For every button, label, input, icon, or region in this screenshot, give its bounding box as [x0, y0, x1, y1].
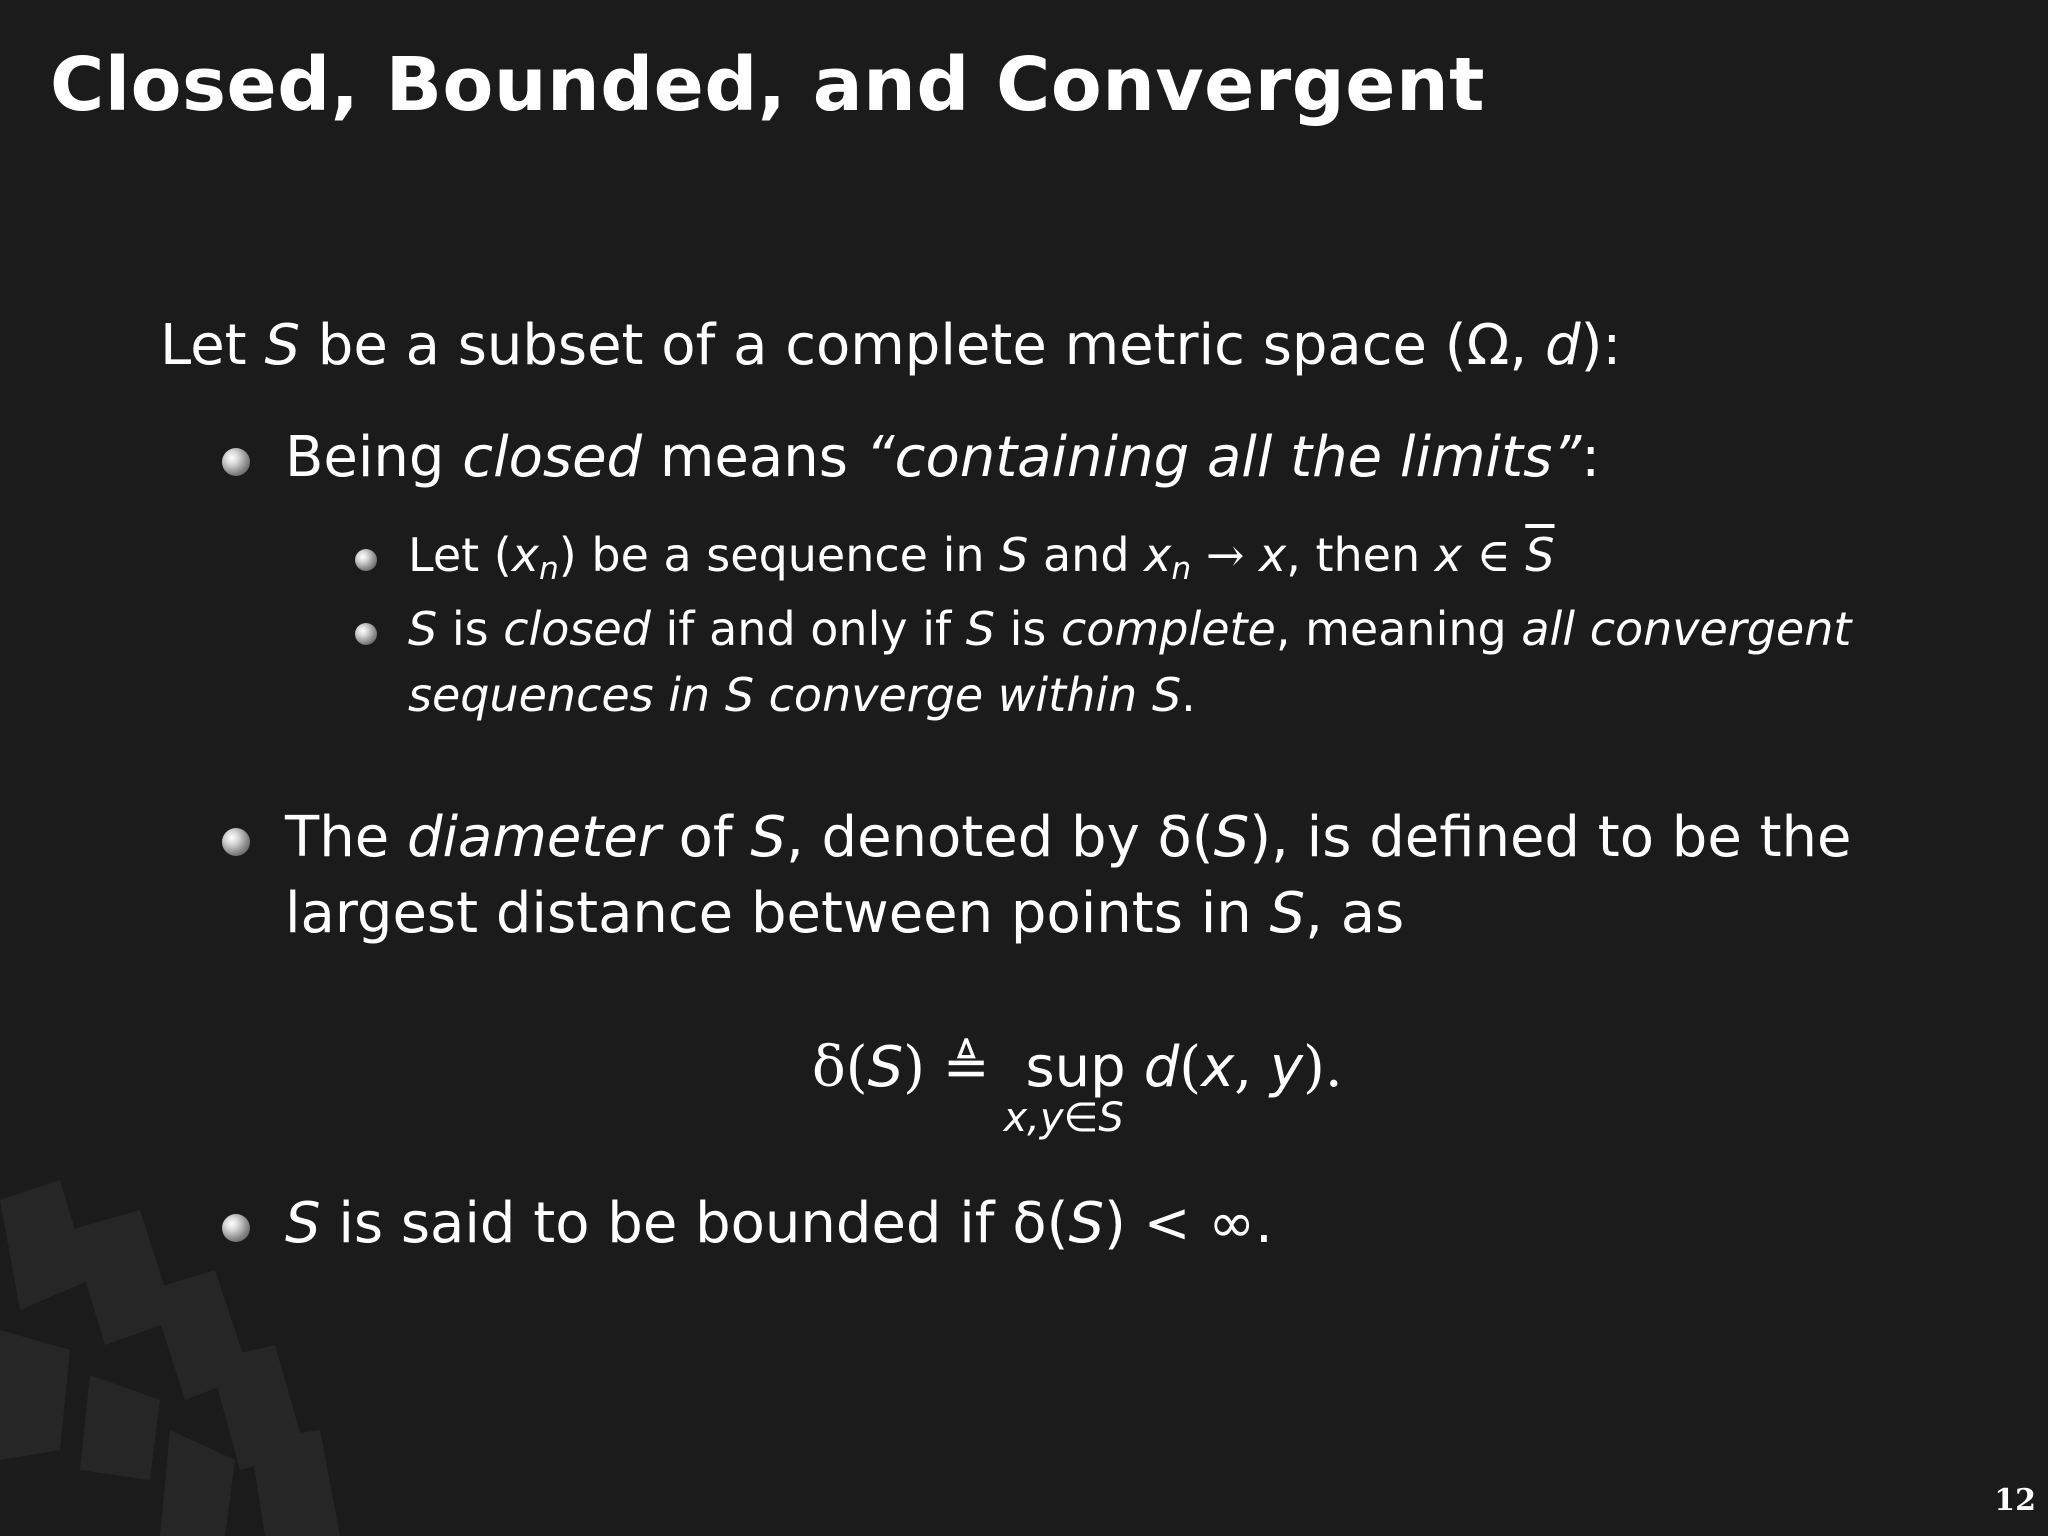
bullet-icon: [222, 1214, 250, 1242]
intro-line: Let S be a subset of a complete metric space (Ω, d):: [160, 313, 1622, 378]
bullet-closed: Being closed means “containing all the limits”:: [285, 425, 1601, 490]
bullet-icon: [222, 448, 250, 476]
diameter-formula: δ(S) ≜ sup x,y∈S d(x, y).: [812, 1030, 1343, 1106]
sub-bullet-icon: [355, 623, 377, 645]
sup-subscript: x,y∈S: [1003, 1095, 1124, 1141]
bullet-bounded: S is said to be bounded if δ(S) < ∞.: [285, 1191, 1273, 1256]
bullet-diameter: The diameter of S, denoted by δ(S), is defined to be the: [285, 805, 1852, 870]
page-number: 12: [1994, 1483, 2036, 1518]
bullet-icon: [222, 828, 250, 856]
sub-bullet-complete: S is closed if and only if S is complete, meaning all convergent: [408, 602, 1852, 656]
sub-bullet-complete-cont: sequences in S converge within S.: [408, 668, 1196, 722]
slide-title: Closed, Bounded, and Convergent: [50, 42, 1486, 128]
bullet-diameter-cont: largest distance between points in S, as: [285, 881, 1405, 946]
sub-bullet-limit: Let $(x_n)$ be a sequence in S and $x_n \to x$, then x ∈ $\overline{S}$: [408, 528, 1555, 587]
sub-bullet-icon: [355, 549, 377, 571]
sup-operator: sup x,y∈S: [1003, 1035, 1126, 1141]
